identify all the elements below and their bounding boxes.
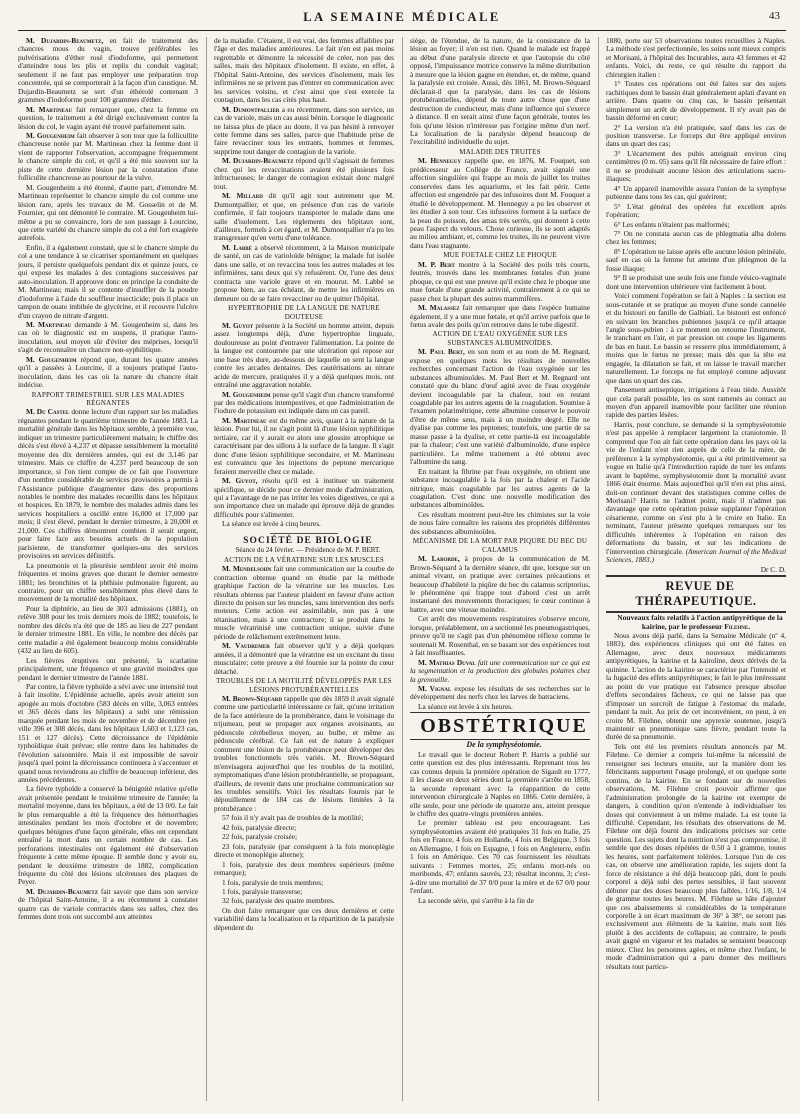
paragraph: La séance est levée à six heures. xyxy=(418,701,513,711)
paragraph-text: dit qu'il agit tout autrement que M. Dumontpallier, et que, en présence d'un cas de variole confirmée, il fait toujours transporter le malade dans une salle d'isolement. Les règlements des hôpitaux sont, d'ailleurs, formels à cet égard, et M. Dumontpallier n'a pu les transgresser qu'en vertu d'une tolérance. xyxy=(214,191,394,243)
column-2 xyxy=(206,37,394,1101)
section-heading: RAPPORT TRIMESTRIEL SUR LES MALADIES RÉGNANTES xyxy=(31,390,185,408)
paragraph: Enfin, il a également constaté, que si le chancre simple du col a une tendance à se cicatriser spontanément en quelques jours, il persiste quelquefois pendant dix et quinze jours, ce qui expose les malades à des contagions successives par auto-inoculation. Il approuve donc en principe la conduite de M. Martineau; mais il se contente d'insuffler de la poudre d'iodoforme à l'aide du souffleur insecticide; puis il place un tampon de ouate imbibée de glycérine, et il recouvre l'ulcère d'un crayon de nitrate d'argent. xyxy=(18,242,198,320)
paragraph-text: est du même avis, quant à la nature de la lésion. Pour lui, il ne s'agit point là d'une lésion syphilitique tertiaire, car il y aurait eu alors une glossite atrophique se caractérisant par des sillons à la surface de la langue. Il s'agit donc d'une lésion syphilitique secondaire, et M. Martineau est convaincu que les injections de peptone mercurique feraient merveille chez ce malade. xyxy=(214,415,394,476)
paragraph-text: à propos de la communication de M. Brown-Séquard à la dernière séance, dit que, lorsque sur un animal vivant, on pratique avec certaines précautions et beaucoup d'habileté la piqûre du bec du calamus scriptorius, le phénomène qui frappe tout d'abord c'est un arrêt instantané des mouvements thoraciques; le cœur continue à battre, avec une vitesse moindre. xyxy=(410,554,590,614)
section-heading: MALADIE DES TRUITES xyxy=(459,147,541,156)
list-item: 32 fois, paralysie des quatre membres. xyxy=(222,896,335,906)
speaker-name: M. Dujardin-Beaumetz xyxy=(26,886,99,896)
column-3 xyxy=(402,37,590,1101)
paragraph-text: expose les résultats de ses recherches sur le développement des nerfs chez les larves de batraciens. xyxy=(410,683,590,702)
paragraph: de la maladie. C'étaient, il est vrai, des femmes affaiblies par l'âge et des maladies antérieures. Le fait n'en est pas moins regrettable et démontre la nécessité de créer, non pas des salles, mais des hôpitaux d'isolement. Il existe, en effet, à l'hôpital Saint-Antoine, des services d'isolement, mais les infirmières ne se privent pas d'entrer en communication avec les services voisins, et c'est ainsi que s'est exercée la contagion, dans les cas cités plus haut. xyxy=(214,37,394,105)
speaker-name: M. Mendelsohn xyxy=(222,564,272,574)
journal-title: LA SEMAINE MÉDICALE xyxy=(303,10,501,24)
paragraph xyxy=(214,244,394,303)
section-heading: HYPERTROPHIE DE LA LANGUE DE NATURE DOUTEUSE xyxy=(228,304,380,321)
paragraph: Cet arrêt des mouvements respiratoires s'observe encore, lorsque, préalablement, on a sectionné les pneumogastriques, preuve qu'il ne s'agit pas d'un phénomène réflexe comme le soutenait M. Rosenthal, en se basant sur des expériences tout à fait insuffisantes. xyxy=(410,614,590,658)
citation: (American Journal of the Medical Sciences, 1883.) xyxy=(606,546,786,565)
paragraph xyxy=(606,421,786,565)
list-item: 23 fois, paralysie (par conséquent à la fois monoplégie directe et monoplégie alterne); xyxy=(214,841,394,860)
speaker-name: M. Brown-Séquard xyxy=(222,693,282,703)
paragraph-text: donne lecture d'un rapport sur les maladies régnantes pendant le quatrième trimestre de l'année 1883. La mortalité générale dans les hôpitaux semble, à première vue, indiquer un trimestre particulièrement malsain; le chiffre des décès s'est élevé à 4,237 et dépasse sensiblement la mortalité moyenne des dix dernières années, qui est de 3,146 par trimestre. Mais ce chiffre de 4,237 perd beaucoup de son importance, si l'on tient compte de ce fait que l'ouverture d'un nombre considérable de services provisoires a permis à l'Assistance publique d'augmenter dans des proportions notables le nombre des malades recueillis dans les hôpitaux et hospices. En 1879, le nombre des malades admis dans les services hospitaliers a oscillé entre 16,000 et 17,000 par mois; il s'est élevé, pendant le dernier trimestre, à 20,000 et 21,000. Ces chiffres démontrent combien il serait urgent, pour faire face aux besoins actuels de la population parisienne, de transformer quelques-uns des services provisoires en services définitifs. xyxy=(18,407,198,561)
list-item: 9° Il se produisit une seule fois une fistule vésico-vaginale dont une intervention ultérieure vint facilement à bout. xyxy=(606,273,786,291)
speaker-name: M. Millard xyxy=(222,191,263,201)
paragraph xyxy=(18,106,198,131)
divider xyxy=(270,533,338,534)
list-item: 22 fois, paralysie croisée; xyxy=(222,832,298,842)
speaker-name: M. Du Castel xyxy=(26,407,70,417)
paragraph: On doit faire remarquer que ces deux dernières et cette variabilité dans la localisation et la répartition de la paralysie dépendent du xyxy=(214,905,394,932)
therapeutics-title: REVUE DE THÉRAPEUTIQUE. xyxy=(606,575,786,613)
paragraph xyxy=(214,477,394,519)
section-heading: TROUBLES DE LA MOTILITÉ DÉVELOPPÉS PAR LES LÉSIONS PROTUBÉRANTIELLES xyxy=(216,677,392,694)
list-item: 1 fois, paralysie transverse; xyxy=(222,886,303,896)
paragraph-text: présente à la Société un homme atteint, depuis assez longtemps déjà, d'une hypertrophie linguale, douloureuse au point d'entraver l'alimentation. La pointe de la langue est contournée par une ulcération qui repose sur une base très dure, au-dessous de laquelle on sent la langue contre les arcades dentaires. Des cautérisations au nitrate acide de mercure, pratiquées il y a déjà quelques mois, ont entraîné une aggravation notable. xyxy=(214,320,394,390)
paragraph-text: rappelle que, en 1876, M. Fouquet, son prédécesseur au Collège de France, avait signalé une affection singulière qui frappe au mois de juillet les truites conservées dans les aquariums, et les fait périr. Cette affection est engendrée par des infusoires dont M. Fouquet a étudié le développement. M. Henneguy a pu les observer et les étudier à son tour. Ces infusoires forment à la surface de la peau du poisson, des amas très serrés, qui donnent à cette peau l'aspect du velours. Chose curieuse, ils se sont adaptés au milieu ambiant, et, comme les truites, ils ne peuvent vivre dans l'eau stagnante. xyxy=(410,156,590,250)
speaker-name: M. Dujardin-Beaumetz xyxy=(222,156,294,166)
paragraph-text: a observé récemment, à la Maison municipale de santé, un cas de varioloïde bénigne; la malade fut isolée dans une salle, et on revaccina tous les autres malades et les infirmières, sans deux qui s'y refusèrent. Or, l'une des deux contracta une variole grave et en mourut. M. Labbé se propose bien, au cas échéant, de mettre les infirmières en demeure ou de se faire revacciner ou de quitter l'hôpital. xyxy=(214,242,394,303)
paragraph xyxy=(18,132,198,183)
author-name: Filehne. xyxy=(724,621,751,631)
list-item: 8° L'opération ne laisse après elle aucune lésion périnéale, sauf en cas où la femme fut atteinte d'un phlegmon de la fosse iliaque; xyxy=(606,246,786,273)
column-1 xyxy=(18,37,198,1101)
paragraph-text: rappelle que dès 1859 il avait signalé comme une particularité intéressante ce fait, qu'une irritation de la face antérieure de la protubérance, dans le voisinage du trijumeau, peut se propager aux organes avoisinants, au pédoncule cérébelleux moyen, au bulbe, et même au pédoncule cérébral. Ce fait est de nature à expliquer comment une lésion de la protubérance peut développer des troubles fonctionnels très variés. M. Brown-Séquard m'envisagera aujourd'hui que les troubles de la motilité, symptomatiques d'une lésion protubérantielle, se propageant, d'ailleurs, de revenir dans une prochaine communication sur les troubles sensitifs. Voici les résultats fournis par le dépouillement de 184 cas de lésions limitées à la protubérance : xyxy=(214,693,394,813)
paragraph: La pneumonie et la pleurésie semblent avoir été moins fréquentes et moins graves que durant le dernier semestre 1881; les bronchites et la phthisie pulmonaire figurent, au contraire, pour un chiffre sensiblement plus élevé dans le mouvement de la mortalité des hôpitaux. xyxy=(18,560,198,604)
paragraph xyxy=(18,408,198,560)
paragraph: Voici comment l'opération se fait à Naples : la section est sous-cutanée et se pratique au moyen d'une sonde cannelée et du bistouri en fanille de Galbiati. Le bistouri est enfoncé en suivant les branches pubiennes jusqu'à ce qu'il attaque l'angle sous-pubien : à ce moment on retourne l'instrument, le tranchant en l'air, et par pression on coupe les ligaments de bas en haut. Le bassin se resserre plus immédiatement, à moins que le fœtus ne presse; mais dès que la tête est engagée, la dilatation se fait, et on laisse le travail marcher naturellement. Le forceps ne fut employé comme adjuvant que dans un quart des cas. xyxy=(606,291,786,385)
speaker-name: M. Martineau xyxy=(26,104,73,114)
paragraph-text: a eu récemment, dans son service, un cas de variole, mais un cas aussi bénin. Lorsque le diagnostic ne laissa plus de place au doute, il va pas hésité à renvoyer cette femme dans ses salles, parce que l'habitude prise de faire revacciner tous les entrants, hommes et femmes, supprime tout danger de contagion de la variole. xyxy=(214,104,394,156)
society-title: SOCIÉTÉ DE BIOLOGIE xyxy=(243,535,373,546)
paragraph xyxy=(410,348,590,466)
section-heading: ACTION DE LA VÉRATRINE SUR LES MUSCLES xyxy=(224,555,384,564)
speaker-name: M. Malassez xyxy=(418,303,460,313)
speaker-name: M. Mathias Duval xyxy=(418,657,476,667)
speaker-name: M. Gougenheim xyxy=(26,354,77,364)
list-item: 42 fois, paralysie directe; xyxy=(222,822,297,832)
list-item: 6° Les enfants n'étaient pas malformés; xyxy=(614,219,730,229)
paragraph-text: montre à la Société des poils très courts, feutrés, trouvés dans les membranes fœtales d'un jeune phoque, ce qui est une preuve qu'il existe chez le phoque une mue fœtale d'une grande activité, contrairement à ce qui se passe chez la plupart des autres mammifères. xyxy=(410,259,590,303)
list-item: 7° On ne constata aucun cas de phlegmatia alba dolens chez les femmes; xyxy=(606,228,786,247)
list-item: 1 fois, paralysie des deux membres supérieurs (même remarque); xyxy=(214,859,394,878)
paragraph: Ces résultats montrent peut-être les chimistes sur la voie de nous faire connaître les raisons des propriétés différentes des substances albuminoïdes. xyxy=(410,509,590,536)
paragraph-text: fait savoir que dans son service de l'hôpital Saint-Antoine, il a eu récemment à constater quatre cas de variole contractés dans ses salles, chez des femmes dont trois ont succombé aux atteintes xyxy=(18,886,198,922)
session-date: Séance du 24 février. — Présidence de M. P. BERT. xyxy=(235,546,381,555)
paragraph xyxy=(410,555,590,614)
paragraph: La fièvre typhoïde a conservé la bénignité relative qu'elle avait présentée pendant le troisième trimestre de l'année; la mortalité moyenne, dans les hôpitaux, a été de 13 0/0. Le fait le plus remarquable a été la fréquence des hémorrhagies intestinales pendant les mois d'octobre et de novembre; quelques bénignes d'une façon générale, elles ont cependant entraîné la mort dans un certain nombre de cas. Les perforations intestinales ont également été d'observation fréquente à cette même époque. Il semble donc y avoir eu, pendant le deuxième trimestre de 1882, complication fréquente du côté des lésions ulcéreuses des plaques de Peyer. xyxy=(18,784,198,887)
section-heading: MÉCANISME DE LA MORT PAR PIQURE DU BEC DU CALAMUS xyxy=(412,537,588,554)
paragraph-text: demande à M. Gougenheim si, dans les cas où le diagnostic est en suspens, il pratique l'auto-inoculation, seul moyen sûr d'éviter des méprises, lorsqu'il s'agit de reconnaître un chancre non-syphilitique. xyxy=(18,319,198,355)
paragraph: Le travail que le docteur Robert P. Harris a publié sur cette question est des plus intéressants. Reprenant tous les cas connus depuis la première opération de Sigault en 1777, il les classe en deux séries dont la première s'arrête en 1858, la seconde reprenant avec la réapparition de cette intervention chirurgicale à Naples en 1866. Cette dernière, à elle seule, pour une période de quatorze ans, atteint presque le chiffre des quatre-vingts premières années. xyxy=(410,749,590,818)
paragraph xyxy=(214,391,394,416)
paragraph-text: pense qu'il s'agit d'un chancre transformé par des médications intempestives, et que l'administration de l'iodure de potassium est indiquée dans un cas pareil. xyxy=(214,389,394,416)
paragraph: Le premier tableau est peu encourageant. Les symphyséotomies avaient été pratiquées 31 fois en Italie, 25 fois en France, 4 fois en Hollande, 4 fois en Belgique, 3 fois en Allemagne, 1 fois en Espagne, 1 fois en Angleterre, enfin 1 fois en Amérique. Ces 70 cas fournissent les résultats suivants : Femmes mortes, 25; enfants mort-nés ou moribonds, 47; enfants sauvés, 23; résultat inconnu, 3; c'est-à-dire une mortalité de 37 0/0 pour la mère et de 67 0/0 pour l'enfant. xyxy=(410,818,590,896)
paragraph: Les fièvres éruptives ont présenté, la scarlatine principalement, une fréquence et une gravité moindres que pendant le dernier trimestre de l'année 1881. xyxy=(18,655,198,682)
paragraph xyxy=(214,417,394,476)
paragraph xyxy=(18,356,198,390)
paragraph: siège, de l'étendue, de la nature, de la consistance de la lésion au foyer; il n'en est rien. Quand le malade est frappé au début d'une paralysie directe et que l'autopsie du côté opposé, l'impuissance motrice conserve la même distribution à mesure que la lésion gagne en étendue, et, de même, quand la paralysie est croisée. Aussi, dès 1861, M. Brown-Séquard déclarait-il que la paralysie, dans les cas de lésions protubérantielles, dépend de toute autre chose que d'une destruction de conducteur, mais d'une influence qui s'exerce à distance. Il en serait ainsi d'une façon générale, toutes les fois qu'une lésion n'intéresse pas l'origine même d'un nerf. La localisation de la paralysie dépend beaucoup de l'excitabilité individuelle du sujet. xyxy=(410,37,590,147)
page-number: 43 xyxy=(769,10,780,22)
paragraph xyxy=(18,37,198,105)
list-item: 1° Toutes ces opérations ont été faites sur des sujets rachitiques dont le bassin était généralement aplati d'avant en arrière. Dans quatre ou cinq cas, le bassin présentait simplement un arrêt de développement. Il n'y avait pas de bassin déformé en cœur; xyxy=(606,79,786,123)
paragraph: Pansement antiseptique, irrigations à l'eau tiède. Aussitôt que cela paraît possible, les os sont ramenés au contact au moyen d'un appareil inamovible pour faciliter une réunion rapide des parties lésées. xyxy=(606,385,786,420)
paragraph-text: fait remarquer que, chez la femme en question, le traitement a été dirigé exclusivement contre la lésion du col, le vagin ayant été trouvé parfaitement sain. xyxy=(18,104,198,131)
paragraph xyxy=(18,888,198,922)
paragraph-text: fait remarquer que dans l'espèce humaine également, il y a une mue fœtale, et qu'il arrive parfois que le fœtus avale des poils qu'on retrouve dans le tube digestif. xyxy=(410,303,590,329)
paragraph: En traitant la fibrine par l'eau oxygénée, on obtient une substance incoagulable à la fois par la chaleur et l'acide nitrique, mais coagulable par les autres agents de la coagulation. C'est donc une nouvelle modification des substances albuminoïdes. xyxy=(410,466,590,510)
paragraph xyxy=(410,659,590,684)
speaker-name: M. Vignal xyxy=(418,683,452,693)
paragraph xyxy=(18,321,198,355)
section-heading: ACTION DE L'EAU OXYGÉNÉE SUR LES SUBSTANCES ALBUMINOÏDES. xyxy=(432,330,568,347)
paragraph-text: répond qu'il s'agissait de femmes chez qui les revaccinations avaient été plusieurs fois infructueuses; le danger de contagion existait donc malgré tout. xyxy=(214,156,394,191)
paragraph: Par contre, la fièvre typhoïde a sévi avec une intensité tout à fait insolite. L'épidémie actuelle, après avoir atteint son apogée au mois d'octobre (583 décès en ville, 3,063 entrées et 365 décès dans les hôpitaux) a subi une rémission marquée pendant les mois de novembre et de décembre (en ville 396 et 308 décès, dans les hôpitaux 1,603 et 1,123 cas, 151 et 127 décès). Cette décroissance de l'épidémie typhoïdique était prévue; elle rentre dans les habitudes de l'évolution saisonnière. Mais il est impossible de savoir jusqu'à quel point la décroissance continuera à s'accentuer et quand nous reviendrons au chiffre de beaucoup inférieur, des années précédentes. xyxy=(18,681,198,784)
speaker-name: M. Martineau xyxy=(26,319,72,329)
list-item: 57 fois il n'y avait pas de troubles de la motilité; xyxy=(222,813,364,823)
paragraph xyxy=(214,642,394,676)
obstetrics-title: OBSTÉTRIQUE xyxy=(410,712,590,740)
speaker-name: M. Martineau xyxy=(222,415,267,425)
speaker-name: M. Guyot xyxy=(222,320,254,330)
speaker-name: M. Labbé xyxy=(222,242,252,252)
page-header xyxy=(18,8,786,31)
paragraph xyxy=(214,565,394,641)
subtitle-text: Nouveaux faits relatifs à l'action antipyrétique de la kairine, par le professeur xyxy=(617,613,783,631)
paragraph: Tels ont été les premiers résultats annoncés par M. Filehne. Ce dernier a compris lui-même la nécessité de renseigner ses lecteurs ensuite, sur la manière dont les fébricitants supportent l'usage prolongé, et on quelque sorte continu, de la kairine. En se fondant sur de nouvelles observations, M. Filehne croit pouvoir affirmer que l'administration prolongée de la kairine est exempte de dangers, à condition qu'on n'entende à individualiser les doses qui conviennent à un même malade. La est toute la difficulté. Cependant, les résultats des observations de M. Filehne ont déjà fourni des indications précises sur cette question. Les sujets dont la nutrition n'est pas compromise, il semble que des doses répétées de 0.50 à 1 gramme, toutes les heures, sont parfaitement tolérées. Lorsque l'un de ces cas, on observe une amélioration rapide, les sujets dont la force de résistance a été déjà beaucoup pâti, dont le pouls corporel a déjà subi des pertes sensibles, il faut souvent débuter par des doses beaucoup plus faibles, 1/16, 1/8, 1/4 de gramme toutes les heures. M. Filehne se hâte d'ajouter que ces abaissements si considérables de la température corporelle à un écart maximum de 36° à 38°, ne seront pas exclusivement aux éléments de la kairine, mais sont liés plutôt à des accidents de collapsus; au contraire, le pouls avait gagné en vigueur et les malades se sentaient beaucoup mieux. Chez les personnes agées, et même chez l'enfant, le mode d'administration qui a paru donner des meilleurs résultats tout particu- xyxy=(606,741,786,971)
signature: Dr C. D. xyxy=(760,564,786,574)
speaker-name: M. Guyot, xyxy=(222,476,258,486)
paragraph: La séance est levée à cinq heures. xyxy=(222,519,321,529)
paragraph xyxy=(410,685,590,702)
paragraph-text: Harris, pour conclure, se demande si la symphyséotomie n'est pas appelée à remplacer largement la craniotomie. Il comprend que l'on ait fait cette opération dans les pays où la vie de l'enfant n'est rien auprès de celle de la mère, de préférence à la symphyséotomie, qui a été primitivement sa vogue en Italie qu'à l'introduction rapide de tuer les enfants avant le baptême, symphyséotomie dont la mortalité avant 1866 était énorme. Mais aujourd'hui qu'il n'en est plus ainsi, doit-on continuer devant des statistiques comme celles de Morisani? Harris ne l'admet point, mais il n'admet pas davantage que cette opération puisse supplanter l'opération césarienne, comme on s'est plu à le croire en Italie. En terminant, l'auteur présente quelques remarques sur les difficultés inhérentes à l'opération en raison des déformations du bassin, et sur les indications de l'intervention chirurgicale. xyxy=(606,419,786,556)
paragraph xyxy=(410,261,590,303)
paragraph xyxy=(214,106,394,157)
paragraph: M. Gougenheim a été étonné, d'autre part, d'entendre M. Martineau représenter le chancre simple du col comme une lésion rare, après les travaux de M. Gosselin et de M. Fournier, qui ont démontré le contraire. M. Gougenheim lui-même a pu se convaincre, lors de son passage à Lourcine, que cette variété du chancre simple du col a été fort exagérée autrefois. xyxy=(18,182,198,243)
paragraph-text: résolu qu'il est à instituer un traitement spécifique, se décide pour ce dernier mode d'administration, qui a l'avantage de ne pas irriter les voies digestives, ce qui a son importance chez un malade qui éprouve déjà de grandes difficultés pour s'alimenter. xyxy=(214,476,394,519)
paragraph-text: fait une communication sur la courbe de contraction obtenue quand on étudie par la méthode graphique l'action de la vératrine sur les muscles. Les résultats obtenus par l'auteur plaident en faveur d'une action directe du poison sur les muscles, sans intervention des nerfs moteurs. Cette action est assimilable, non pas à une tétanisation, mais à une contracture; il se produit dans le muscle vératrinisé une contraction unique, suivie d'une période de relâchement extrêmement lente. xyxy=(214,564,394,641)
paragraph: Nous avons déjà parlé, dans la Semaine Médicale (nº 4, 1883), des expériences cliniques qui ont été faites en Allemagne, avec deux nouveaux médicaments antipyrétiques, la kairine et la kairoline, deux dérivés de la quinine. L'action de la kairine se caractérise par l'intensité et la fugacité des effets antipyrétiques; le fait le plus intéressant au point de vue pratique est l'absence presque absolue d'effets secondaires fâcheux, ce qui ne laisse pas que d'imposer un surcroît de fatigue à l'estomac du malade, pendant la nuit. Au prix de cet inconvénient, on peut, à en croire M. Filehne, obtenir une apyrexie soutenue, jusqu'à maintenir un pneumonique sans fièvre, pendant toute la durée de sa pneumonie. xyxy=(606,631,786,742)
column-4 xyxy=(598,37,786,1101)
list-item: 2° La version n'a été pratiquée, sauf dans les cas de position transverse. Le forceps dut être appliqué environ dans un quart des cas; xyxy=(606,122,786,149)
speaker-name: M. Dujardin-Beaumetz, xyxy=(26,37,104,45)
paragraph xyxy=(214,695,394,813)
list-item: 4° Un appareil inamovible assura l'union de la symphyse pubienne dans tous les cas, qui guérirent; xyxy=(606,183,786,202)
speaker-name: M. Henneguy xyxy=(418,156,462,166)
paragraph-text: fait observer qu'il y a déjà quelques années, il a démontré que la vératrine est un excitant du tissu musculaire; cette preuve a été fournie sur la pointe du cœur détaché. xyxy=(214,641,394,676)
paragraph: 1880, porte sur 53 observations toutes recueillies à Naples. La méthode s'est perfectionnée, les soins sont mieux compris et Morisani, à l'hôpital des Incurables, aura 43 femmes et 42 enfants. Voici, du reste, ce qui résulte du rapport du chirurgien italien : xyxy=(606,37,786,79)
speaker-name: M. Paul Bert, xyxy=(418,347,465,357)
list-item: 3° L'écartement des pubis atteignait environ cinq centimètres (0 m. 05) sans qu'il fût nécessaire de faire effort : il ne se produisait aucune lésion des articulations sacro-iliaques; xyxy=(606,148,786,184)
paragraph xyxy=(410,157,590,250)
paragraph xyxy=(410,304,590,329)
paragraph-text: fait observer à son tour que la follicullite chancreuse notée par M. Martineau chez la femme dont il vient de rapporter l'observation, accompagne fréquemment le chancre simple du col, et qu'il a été mis souvent sur la piste de cette dernière lésion par la constatation d'une folliculite chancreuse au pourtour de la vulve. xyxy=(18,130,198,183)
paragraph-text: en son nom et au nom de M. Regnard, expose en quelques mots les résultats de nouvelles recherches concernant l'action de l'eau oxygénée sur les substances albuminoïdes. M. Paul Bert et M. Regnard ont constaté que du blanc d'œuf agité avec de l'eau oxygénée devient incoagulable par la chaleur, tout en restant coagulable par les autres agents de la coagulation. Soumise à l'examen polarimétrique, cette albumine conserve le pouvoir d'être de même sens, mais à un moindre degré. Elle ne dyalise pas comme les peptones; toutefois, une partie de sa masse passe à la dyalise, et cette partie-là est incoagulable par la chaleur; c'est une variété d'albuminoïde, d'une espèce particulière. Le même traitement a été obtenu avec l'albumine du sang. xyxy=(410,347,590,467)
speaker-name: M. Gougenheim xyxy=(26,130,75,140)
columns xyxy=(18,37,786,1101)
paragraph xyxy=(214,192,394,243)
speaker-name: M. Dumontpallier xyxy=(222,104,280,114)
list-item: 5° L'état général des opérées fut excellent après l'opération; xyxy=(606,201,786,220)
section-heading: MUE FOETALE CHEZ LE PHOQUE xyxy=(443,251,557,260)
paragraph xyxy=(214,322,394,390)
speaker-name: M. P. Bert xyxy=(418,259,455,269)
speaker-name: M. Vaudremer xyxy=(222,641,270,651)
paragraph-text: fait une communication sur ce qui est la segmentation et la production des globules polaires chez la grenouille. xyxy=(410,657,590,684)
paragraph-text: répond que, durant les quatre années qu'il a passées à Lourcine, il a toujours pratiqué l'auto-inoculation, dans les cas où la nature du chancre était indécise. xyxy=(18,354,198,390)
list-item: 1 fois, paralysie de trois membres; xyxy=(222,877,324,887)
paragraph: La seconde série, qui s'arrête à la fin de xyxy=(418,895,534,905)
obstetrics-subtitle: De la symphyséotomie. xyxy=(466,740,542,750)
paragraph-text: en fait de traitement des chancres mous du vagin, trouve préférables les pulvérisations d'éther rosé d'iodoforme, qui permettent d'atteindre tous les plis et replis du conduit vaginal; seulement il ne faut pas employer une préparation trop concentrée, qui se comporterait à la façon d'un caustique. M. Dujardin-Beaumetz se sert d'un éthérolé contenant 3 grammes d'iodoforme pour 100 grammes d'éther. xyxy=(18,37,198,105)
paragraph xyxy=(214,157,394,191)
speaker-name: M. Gougenheim xyxy=(222,389,271,399)
paragraph: Pour la diphtérie, au lieu de 303 admissions (1881), on relève 308 pour les trois derniers mois de 1882; toutefois, le nombre des décès n'a été que de 185 au lieu de 227 pendant le dernier trimestre 1881. En ville, le nombre des décès par cette maladie a été également beaucoup moins considérable (432 au lieu de 605). xyxy=(18,603,198,656)
therapeutics-subtitle xyxy=(606,614,786,631)
speaker-name: M. Laborde, xyxy=(418,554,460,564)
